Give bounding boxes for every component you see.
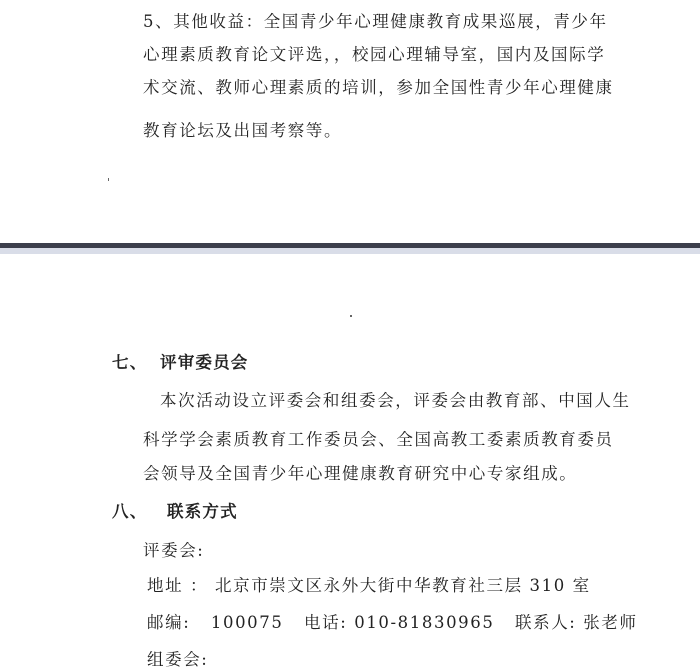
income-line-4: 教育论坛及出国考察等。 [143, 121, 343, 140]
contact-line: 邮编: 100075 电话: 010-81830965 联系人: 张老师 [147, 613, 638, 632]
income-line-1: 5、其他收益：全国青少年心理健康教育成果巡展，青少年 [143, 12, 608, 31]
page-bottom [0, 254, 700, 669]
section-7-line-3: 会领导及全国青少年心理健康教育研究中心专家组成。 [143, 464, 578, 483]
address-line: 地址 ： 北京市崇文区永外大街中华教育社三层 310 室 [147, 576, 591, 595]
income-line-2: 心理素质教育论文评选，，校园心理辅导室，国内及国际学 [143, 45, 606, 64]
organizing-committee-label: 组委会: [147, 650, 209, 669]
section-8-number: 八、 [112, 502, 148, 521]
section-7-line-1: 本次活动设立评委会和组委会，评委会由教育部、中国人生 [160, 391, 631, 410]
scan-speck [108, 178, 109, 181]
committee-label: 评委会: [143, 541, 205, 560]
section-7-line-2: 科学学会素质教育工作委员会、全国高教工委素质教育委员 [143, 430, 614, 449]
section-8-title: 联系方式 [167, 502, 238, 521]
section-7-number: 七、 [112, 353, 148, 372]
page-top [0, 0, 700, 243]
income-line-3: 术交流、教师心理素质的培训，参加全国性青少年心理健康 [143, 78, 614, 97]
section-7-title: 评审委员会 [160, 353, 249, 372]
scan-speck [350, 315, 352, 317]
